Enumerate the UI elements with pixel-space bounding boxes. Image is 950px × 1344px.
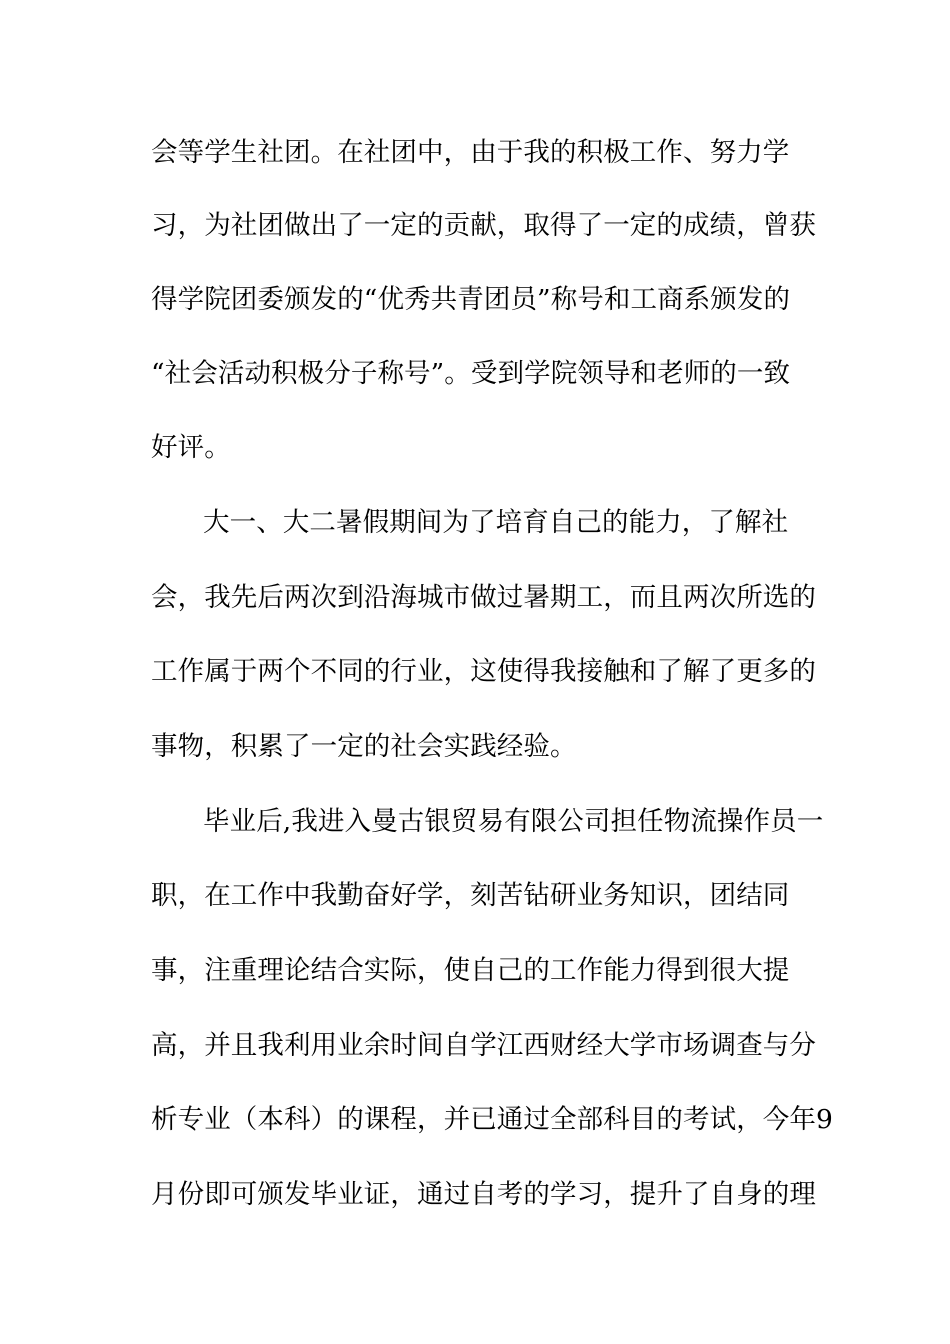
paragraph-line: 好评。: [151, 432, 231, 463]
paragraph-line: 事物，积累了一定的社会实践经验。: [151, 731, 577, 762]
paragraph-line: 会等学生社团。在社团中，由于我的积极工作、努力学: [151, 137, 790, 168]
paragraph-line: 事，注重理论结合实际，使自己的工作能力得到很大提: [151, 955, 790, 986]
paragraph-line: 析专业（本科）的课程，并已通过全部科目的考试，今年9: [151, 1104, 833, 1135]
paragraph-line: “社会活动积极分子称号”。受到学院领导和老师的一致: [151, 358, 791, 389]
paragraph-line: 会，我先后两次到沿海城市做过暑期工，而且两次所选的: [151, 582, 816, 613]
paragraph-line: 大一、大二暑假期间为了培育自己的能力，了解社: [203, 507, 789, 538]
paragraph-line: 得学院团委颁发的“优秀共青团员”称号和工商系颁发的: [151, 284, 791, 315]
paragraph-line: 月份即可颁发毕业证，通过自考的学习，提升了自身的理: [151, 1179, 816, 1210]
paragraph-line: 毕业后,我进入曼古银贸易有限公司担任物流操作员一: [203, 806, 824, 837]
paragraph-line: 高，并且我利用业余时间自学江西财经大学市场调查与分: [151, 1030, 816, 1061]
paragraph-line: 职，在工作中我勤奋好学，刻苦钻研业务知识，团结同: [151, 880, 790, 911]
paragraph-line: 习，为社团做出了一定的贡献，取得了一定的成绩，曾获: [151, 210, 816, 241]
paragraph-line: 工作属于两个不同的行业，这使得我接触和了解了更多的: [151, 656, 816, 687]
